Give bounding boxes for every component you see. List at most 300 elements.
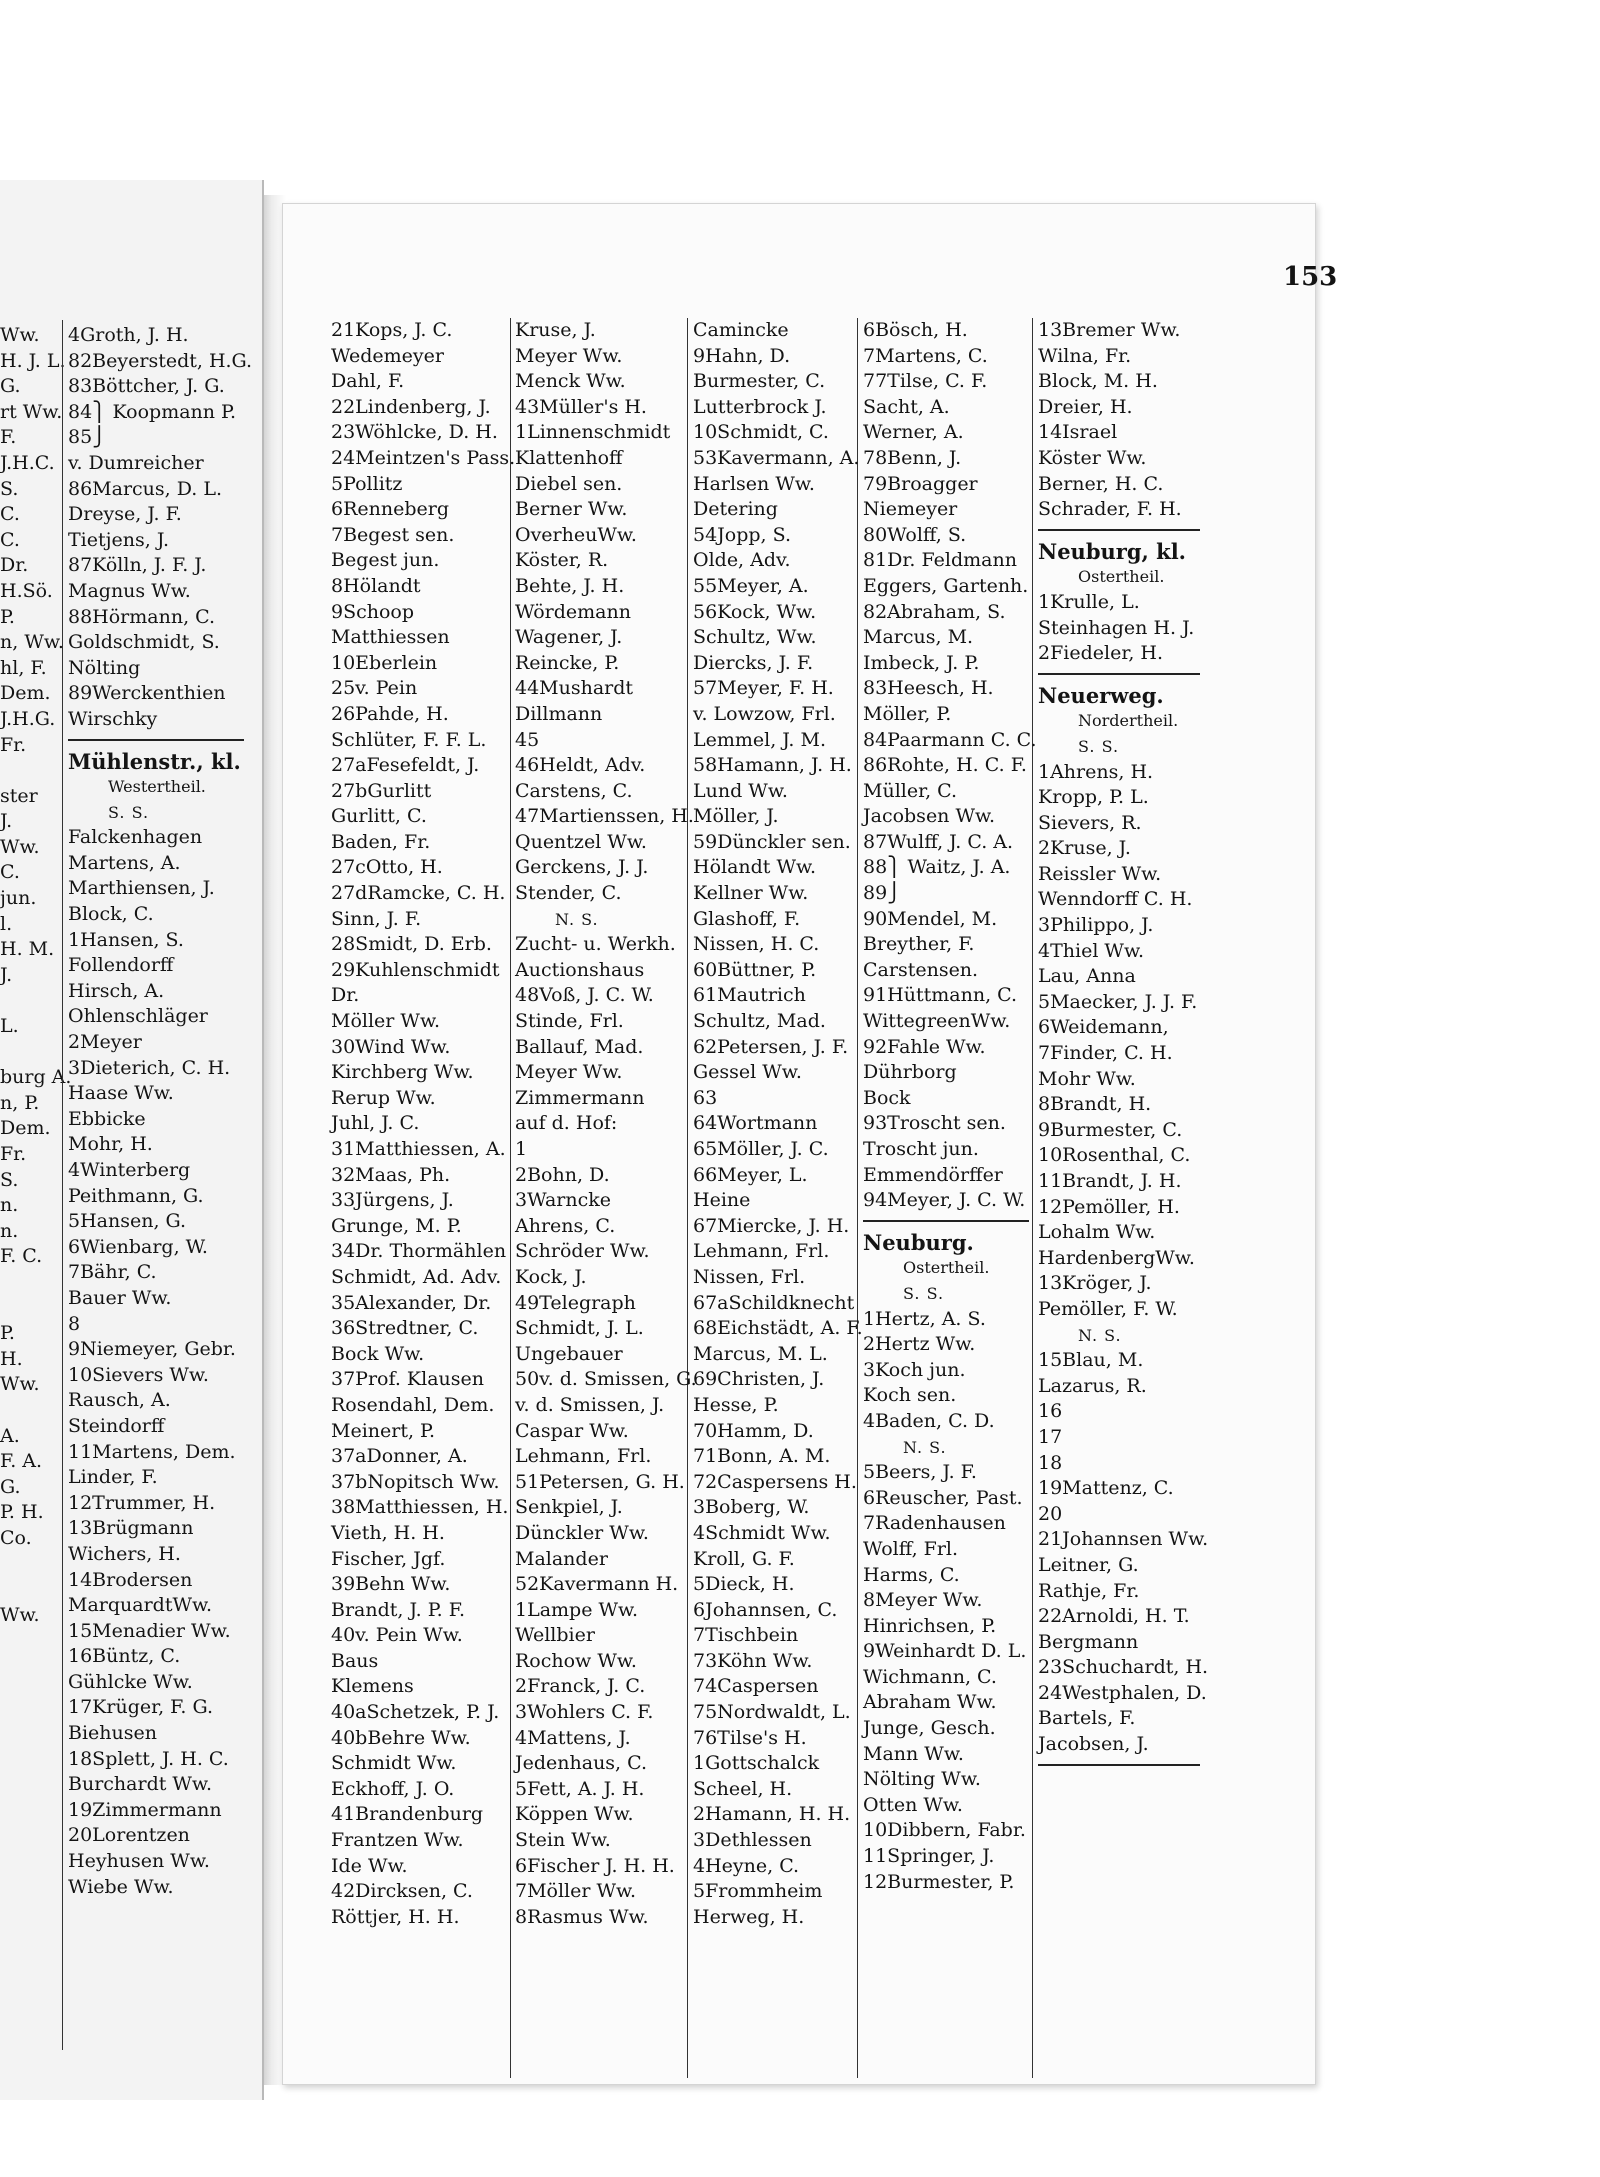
directory-entry: Kellner Ww. [693,882,809,905]
directory-entry: Hirsch, A. [68,979,165,1002]
street-side-label: S. S. [903,1283,945,1303]
directory-entry: Rausch, A. [68,1389,171,1412]
directory-entry: 20Lorentzen [68,1824,190,1847]
directory-entry: Gurlitt, C. [331,805,427,828]
directory-entry: 24Westphalen, D. [1038,1681,1207,1704]
directory-entry: 1Lampe Ww. [515,1598,639,1621]
directory-entry: G. [0,1475,21,1498]
directory-entry: Nölting [68,656,141,679]
directory-entry: 12Trummer, H. [68,1491,216,1514]
directory-entry: jun. [0,887,37,910]
directory-entry: Ww. [0,324,40,346]
directory-entry: Schultz, Mad. [693,1010,826,1033]
directory-entry: Wedemeyer [331,344,444,367]
directory-entry: Fischer, Jgf. [331,1547,446,1570]
directory-entry: Bergmann [1038,1630,1139,1653]
directory-entry: Jedenhaus, C. [515,1752,648,1775]
directory-entry: 19Mattenz, C. [1038,1477,1174,1500]
directory-entry: Wenndorff C. H. [1038,888,1193,911]
left-page-column-a [0,323,71,1628]
directory-entry: Detering [693,498,778,521]
directory-entry: 34Dr. Thormählen [331,1240,507,1263]
directory-entry: P. [0,1322,15,1345]
directory-entry: 19Zimmermann [68,1798,222,1821]
directory-entry: Bock Ww. [331,1342,425,1365]
directory-entry: Wördemann [515,600,631,623]
directory-entry: P. H. [0,1501,44,1524]
directory-entry: Behte, J. H. [515,574,625,597]
directory-entry: Nölting Ww. [863,1768,981,1791]
directory-column-3 [693,318,863,1930]
directory-entry: 8Rasmus Ww. [515,1905,649,1928]
directory-entry [0,1296,71,1322]
directory-entry: Emmendörffer [863,1163,1003,1186]
directory-entry: 21Kops, J. C. [331,319,453,341]
directory-entry: Kruse, J. [515,319,596,341]
directory-entry: C. [0,503,20,526]
directory-entry: 58Hamann, J. H. [693,754,852,777]
directory-entry: Stinde, Frl. [515,1010,624,1033]
directory-entry: 75Nordwaldt, L. [693,1701,851,1724]
directory-entry: 92Fahle Ww. [863,1035,986,1058]
directory-entry: Baus [331,1649,379,1672]
directory-entry: 11Martens, Dem. [68,1440,236,1463]
directory-entry: Junge, Gesch. [863,1717,996,1740]
directory-entry: P. [0,605,15,628]
directory-entry: 29Kuhlenschmidt [331,958,500,981]
directory-entry: Harms, C. [863,1563,960,1586]
directory-entry: Schmidt, Ad. Adv. [331,1265,502,1288]
directory-entry: Meinert, P. [331,1419,436,1442]
directory-entry: ster [0,784,38,807]
directory-entry: 9Hahn, D. [693,344,791,367]
directory-entry: 3Dethlessen [693,1829,812,1852]
directory-entry: Breyther, F. [863,933,975,956]
directory-entry: Lehmann, Frl. [515,1445,652,1468]
directory-entry: Kropp, P. L. [1038,786,1149,809]
directory-entry: Lund Ww. [693,779,788,802]
directory-entry: 3Dieterich, C. H. [68,1056,231,1079]
directory-entry: 88⎫ Waitz, J. A. [863,856,1011,879]
directory-entry: 87Kölln, J. F. J. [68,554,207,577]
directory-entry: 2Hertz Ww. [863,1333,976,1356]
directory-entry: 18Splett, J. H. C. [68,1747,229,1770]
directory-entry: Carstens, C. [515,779,633,802]
street-side-label: N. S. [903,1437,947,1457]
directory-entry: Matthiessen [331,626,450,649]
directory-entry: v. Lowzow, Frl. [693,702,836,725]
directory-entry: n. [0,1219,19,1242]
right-page [282,203,1338,2085]
directory-entry [0,1040,71,1066]
directory-entry: Gessel Ww. [693,1061,802,1084]
directory-entry: 8Hölandt [331,574,421,597]
directory-entry: Wagener, J. [515,626,623,649]
directory-entry: 32Maas, Ph. [331,1163,451,1186]
directory-entry: Dreier, H. [1038,395,1133,418]
directory-entry: Marcus, M. [863,626,974,649]
directory-entry: Sacht, A. [863,395,950,418]
directory-entry: 16Büntz, C. [68,1645,181,1668]
directory-entry: WittegreenWw. [863,1010,1011,1033]
directory-entry: Co. [0,1526,32,1549]
directory-entry: Pemöller, F. W. [1038,1297,1178,1320]
directory-entry: 81Dr. Feldmann [863,549,1017,572]
directory-entry: Caminckе [693,319,789,341]
directory-entry: H. [0,1347,23,1370]
directory-entry: 1Linnenschmidt [515,421,671,444]
directory-entry: Jacobsen Ww. [863,805,996,828]
directory-entry: Köster, R. [515,549,609,572]
directory-entry: 4Winterberg [68,1159,191,1181]
directory-entry: 15Menadier Ww. [68,1619,231,1642]
street-heading: Neuburg. [863,1229,974,1255]
directory-entry: 23Wöhlcke, D. H. [331,421,498,444]
directory-entry: 79Broagger [863,472,978,495]
directory-entry: Goldschmidt, S. [68,631,220,654]
directory-entry: Harlsen Ww. [693,472,815,495]
directory-entry: Dr. [331,984,360,1007]
left-column-divider [62,320,63,2050]
directory-entry: 54Jopp, S. [693,523,792,546]
street-section-label: Nordertheil. [1078,711,1179,731]
directory-entry: Schrader, F. H. [1038,498,1182,521]
directory-entry: Schmidt, J. L. [515,1317,644,1340]
directory-column-1 [331,318,515,1930]
directory-entry: 22Lindenberg, J. [331,395,491,418]
directory-entry: 1 [515,1138,528,1160]
directory-entry: rt Ww. [0,400,63,423]
directory-entry: L. [0,1015,19,1038]
directory-entry: 17Krüger, F. G. [68,1696,214,1719]
directory-entry: l. [0,912,13,935]
directory-entry: Magnus Ww. [68,579,191,602]
directory-entry: Gerckens, J. J. [515,856,649,879]
directory-entry: OverheuWw. [515,523,637,546]
directory-entry: Heine [693,1189,751,1212]
directory-entry: Burmester, C. [693,370,826,393]
page-number: 153 [1283,262,1338,292]
directory-entry: Frantzen Ww. [331,1829,464,1852]
directory-entry: Bartels, F. [1038,1707,1136,1730]
directory-entry: Wolff, Frl. [863,1537,959,1560]
directory-entry: 7Begest sen. [331,523,455,546]
directory-entry: Niemeyer [863,498,958,521]
directory-entry: Follendorff [68,954,174,977]
directory-entry: Koch sen. [863,1384,957,1407]
directory-entry: 4Groth, J. H. [68,324,189,346]
directory-entry: J.H.C. [0,451,55,474]
directory-entry: 66Meyer, L. [693,1163,808,1186]
directory-entry: 44Mushardt [515,677,634,700]
directory-entry: H. M. [0,938,55,961]
directory-entry: Wilna, Fr. [1038,344,1132,367]
directory-entry: n. [0,1194,19,1217]
directory-entry: 6Bösch, H. [863,319,968,341]
directory-entry: Ww. [0,1373,40,1396]
directory-entry: Dünckler Ww. [515,1521,649,1544]
directory-entry: Grunge, M. P. [331,1214,462,1237]
street-heading: Neuerweg. [1038,682,1164,708]
directory-entry: J.H.G. [0,707,56,730]
directory-entry: 72Caspersens H. [693,1470,857,1493]
directory-entry: 3Philippo, J. [1038,914,1154,937]
directory-entry: Fr. [0,1143,27,1165]
directory-entry: Dr. [0,554,29,577]
street-section-label: Westertheil. [108,777,206,797]
directory-entry: 13Bremer Ww. [1038,319,1181,341]
directory-entry: 33Jürgens, J. [331,1189,454,1212]
directory-entry: 70Hamm, D. [693,1419,814,1442]
directory-entry: Caspar Ww. [515,1419,629,1442]
directory-entry: 8Meyer Ww. [863,1589,983,1612]
directory-entry: Schmidt Ww. [331,1752,457,1775]
section-rule [1038,1758,1208,1774]
directory-entry: J. [0,810,13,833]
directory-entry: A. [0,1424,20,1447]
left-page-column-b [68,323,252,1900]
directory-entry: Scheel, H. [693,1777,793,1800]
directory-entry: 9Weinhardt D. L. [863,1640,1027,1663]
directory-entry: S. [0,1168,19,1191]
directory-entry: 8 [68,1312,81,1335]
directory-entry: F. A. [0,1450,43,1473]
directory-entry: 14Israel [1038,421,1118,444]
directory-entry: Block, C. [68,903,154,926]
directory-entry: 5Fett, A. J. H. [515,1777,645,1800]
directory-entry: 2Kruse, J. [1038,837,1131,860]
directory-entry: Haase Ww. [68,1082,174,1105]
directory-entry: 91Hüttmann, C. [863,984,1018,1007]
directory-entry: Wichers, H. [68,1542,181,1565]
directory-entry: 2Fiedeler, H. [1038,642,1164,665]
directory-entry: 20 [1038,1502,1063,1525]
section-rule [68,733,252,749]
directory-entry: Rochow Ww. [515,1649,637,1672]
directory-entry: Sievers, R. [1038,811,1142,834]
directory-entry: 9Burmester, C. [1038,1118,1183,1141]
directory-entry: 9Schoop [331,600,415,623]
directory-entry: Auctionshaus [515,958,645,981]
directory-entry: Juhl, J. C. [331,1112,420,1135]
street-heading: Neuburg, kl. [1038,538,1186,564]
directory-entry: Lohalm Ww. [1038,1221,1156,1244]
directory-entry: 46Heldt, Adv. [515,754,646,777]
directory-entry: 10Schmidt, C. [693,421,829,444]
directory-entry: J. [0,963,13,986]
directory-entry: Senkpiel, J. [515,1496,623,1519]
street-side-label: N. S. [555,909,599,929]
directory-entry: Jacobsen, J. [1038,1733,1149,1756]
directory-entry: 41Brandenburg [331,1803,484,1826]
directory-entry: Herweg, H. [693,1905,805,1928]
directory-entry: 22Arnoldi, H. T. [1038,1605,1190,1628]
directory-entry: Dahl, F. [331,370,405,393]
directory-entry: hl, F. [0,656,47,679]
directory-entry: H.Sö. [0,579,53,602]
directory-entry: n, P. [0,1091,40,1114]
street-heading: Mühlenstr., kl. [68,748,241,774]
directory-entry: Möller, P. [863,702,952,725]
directory-entry: Zucht- u. Werkh. [515,933,676,956]
directory-entry: 7Bähr, C. [68,1261,157,1284]
directory-column-4 [863,318,1037,1895]
directory-entry: 63 [693,1086,718,1109]
directory-entry: Rosendahl, Dem. [331,1393,495,1416]
directory-column-5 [1038,318,1208,1774]
directory-entry: 6Reuscher, Past. [863,1486,1023,1509]
directory-entry: n, Ww. [0,631,64,654]
directory-entry: 2Meyer [68,1031,142,1054]
directory-entry: Klattenhoff [515,446,623,469]
directory-entry: 3Warncke [515,1189,612,1212]
directory-entry: HardenbergWw. [1038,1246,1195,1269]
directory-entry: 80Wolff, S. [863,523,967,546]
directory-entry: 76Tilse's H. [693,1726,807,1749]
directory-entry: Ww. [0,1603,40,1626]
directory-entry [0,1270,71,1296]
directory-entry: 40v. Pein Ww. [331,1624,463,1647]
directory-entry: 71Bonn, A. M. [693,1445,831,1468]
directory-entry: Lau, Anna [1038,965,1136,988]
directory-entry: 84⎫ Koopmann P. [68,400,237,423]
street-side-label: S. S. [1078,736,1120,756]
directory-entry: 52Kavermann H. [515,1573,679,1596]
directory-entry: 7Finder, C. H. [1038,1042,1173,1065]
directory-entry: Zimmermann [515,1086,645,1109]
directory-entry: Müller, C. [863,779,958,802]
directory-entry: 11Brandt, J. H. [1038,1170,1182,1192]
directory-entry [0,988,71,1014]
directory-entry: 15Blau, M. [1038,1349,1144,1372]
directory-entry: Eckhoff, J. O. [331,1777,455,1800]
directory-entry: Gühlcke Ww. [68,1670,193,1693]
directory-entry: 42Dircksen, C. [331,1880,473,1903]
directory-entry: Peithmann, G. [68,1184,204,1207]
directory-entry: 82Beyerstedt, H.G. [68,349,253,372]
directory-entry: Nissen, Frl. [693,1265,806,1288]
directory-entry: 89Werckenthien [68,682,226,705]
directory-entry: 50v. d. Smissen, G. [515,1368,697,1391]
directory-entry: 43Müller's H. [515,395,647,418]
directory-entry: Schultz, Ww. [693,626,817,649]
directory-entry: 87Wulff, J. C. A. [863,830,1014,853]
directory-entry: Lemmel, J. M. [693,728,827,751]
directory-entry: 1Gottschalck [693,1752,820,1775]
directory-entry: Ide Ww. [331,1854,408,1877]
directory-entry: Marcus, M. L. [693,1342,828,1365]
directory-entry: 4Schmidt Ww. [693,1521,831,1544]
directory-entry: auf d. Hof: [515,1112,618,1135]
directory-entry: 7Tischbein [693,1624,799,1647]
directory-entry: Imbeck, J. P. [863,651,980,674]
directory-entry: 5Pollitz [331,472,403,495]
directory-entry: 89⎭ [863,882,902,905]
directory-entry: MarquardtWw. [68,1594,213,1617]
directory-entry: Sinn, J. F. [331,907,422,930]
directory-entry: 67aSchildknecht [693,1291,855,1314]
directory-entry: Werner, A. [863,421,964,444]
directory-entry: Wellbier [515,1624,595,1647]
directory-entry: 26Pahde, H. [331,702,449,725]
directory-entry: 1Krulle, L. [1038,590,1140,613]
directory-entry [0,758,71,784]
directory-entry: 21Johannsen Ww. [1038,1528,1209,1551]
directory-entry: 31Matthiessen, A. [331,1138,506,1160]
directory-entry: 77Tilse, C. F. [863,370,988,393]
directory-entry: Diebel sen. [515,472,623,495]
street-side-label: S. S. [108,802,150,822]
directory-entry: Carstensen. [863,958,979,981]
directory-entry: 12Pemöller, H. [1038,1195,1180,1218]
directory-entry: Otten Ww. [863,1793,963,1816]
directory-entry: Kroll, G. F. [693,1547,795,1570]
directory-entry: 40aSchetzek, P. J. [331,1701,500,1724]
directory-entry: Köppen Ww. [515,1803,634,1826]
directory-entry: Lehmann, Frl. [693,1240,830,1263]
directory-entry: Menck Ww. [515,370,626,393]
directory-entry: 3Koch jun. [863,1358,966,1381]
directory-entry: 8Brandt, H. [1038,1093,1152,1116]
directory-entry: 23Schuchardt, H. [1038,1656,1209,1679]
directory-entry: Klemens [331,1675,414,1698]
directory-entry: Lutterbrock J. [693,395,827,418]
directory-entry: 78Benn, J. [863,446,962,469]
directory-entry: 25v. Pein [331,677,418,700]
directory-entry: 3Boberg, W. [693,1496,810,1519]
directory-entry: Ungebauer [515,1342,623,1365]
directory-entry: 4Heyne, C. [693,1854,800,1877]
directory-entry: Dreyse, J. F. [68,503,182,526]
directory-entry: 61Mautrich [693,984,806,1007]
directory-entry: 6Fischer J. H. H. [515,1854,675,1877]
directory-entry: 59Dünckler sen. [693,830,851,853]
directory-entry: 74Caspersen [693,1675,819,1698]
directory-entry: Röttjer, H. H. [331,1905,460,1928]
directory-entry: 10Rosenthal, C. [1038,1144,1191,1167]
directory-entry: 10Eberlein [331,651,438,674]
directory-entry: 27bGurlitt [331,779,432,802]
directory-entry: Troscht jun. [863,1138,979,1160]
directory-entry: Block, M. H. [1038,370,1158,393]
directory-entry: 60Büttner, P. [693,958,817,981]
directory-entry: Ohlenschläger [68,1005,208,1028]
directory-entry: Bauer Ww. [68,1286,172,1309]
directory-entry: 5Maecker, J. J. F. [1038,990,1198,1013]
directory-entry: 86Marcus, D. L. [68,477,223,500]
directory-entry: Wichmann, C. [863,1665,997,1688]
directory-entry: 2Hamann, H. H. [693,1803,851,1826]
directory-entry: 12Burmester, P. [863,1870,1015,1893]
directory-entry: 16 [1038,1400,1063,1423]
directory-entry: 53Kavermann, A. [693,446,860,469]
directory-entry: G. [0,375,21,398]
directory-entry: Steindorff [68,1414,165,1437]
directory-entry: Kock, J. [515,1265,587,1288]
directory-entry: 6Wienbarg, W. [68,1235,208,1258]
street-section-label: Ostertheil. [1078,567,1165,587]
directory-entry: 30Wind Ww. [331,1035,451,1058]
directory-entry: Wirschky [68,707,158,730]
directory-entry: Rerup Ww. [331,1086,436,1109]
directory-entry: 62Petersen, J. F. [693,1035,849,1058]
directory-entry: 49Telegraph [515,1291,636,1314]
directory-entry: 24Meintzen's Pass. [331,446,516,469]
directory-entry: 2Franck, J. C. [515,1675,646,1698]
directory-entry: 94Meyer, J. C. W. [863,1189,1026,1212]
directory-entry: 27aFesefeldt, J. [331,754,480,777]
directory-entry: 6Renneberg [331,498,450,521]
